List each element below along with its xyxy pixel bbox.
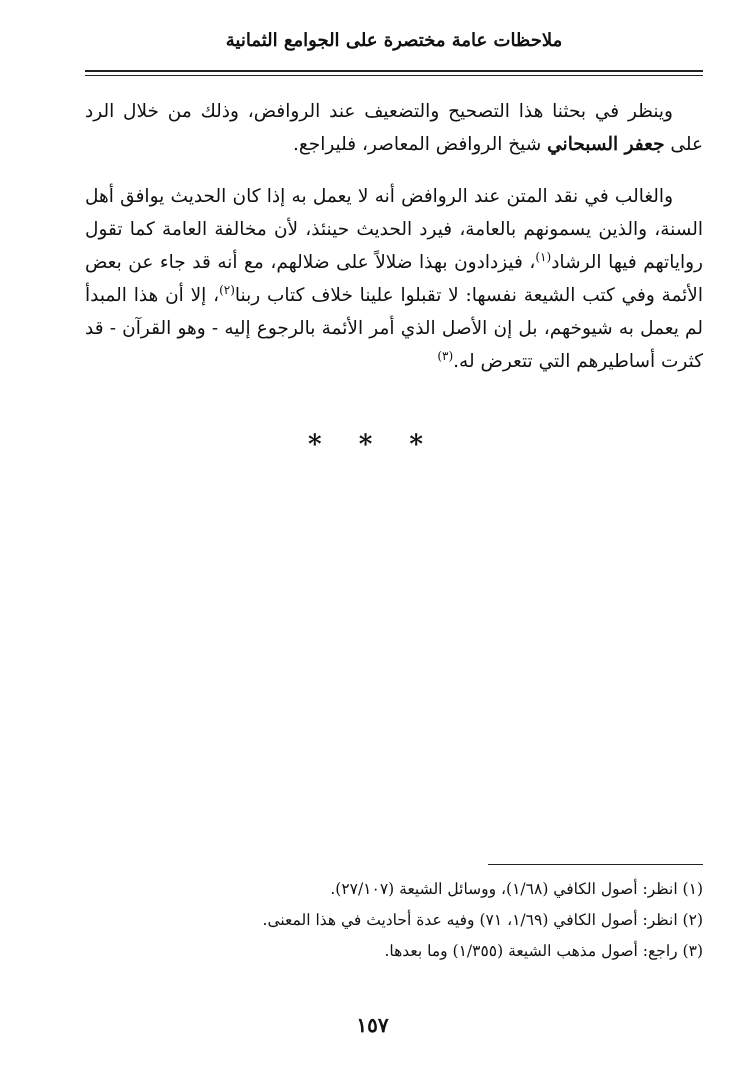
paragraph-2-sentence-3: ، إلا أن هذا المبدأ لم يعمل به شيوخهم، بل إن الأصل الذي أمر الأئمة بالرجوع إليه - وهو القرآن - قد كثرت أساطيرهم التي تتعرض له. bbox=[85, 285, 703, 372]
header-rule bbox=[85, 70, 703, 76]
page-number: ١٥٧ bbox=[356, 1013, 389, 1037]
footnote-1: (١) انظر: أصول الكافي (١/٦٨)، ووسائل الشيعة (٢٧/١٠٧). bbox=[330, 880, 703, 898]
footnote-2: (٢) انظر: أصول الكافي (١/٦٩، ٧١) وفيه عدة أحاديث في هذا المعنى. bbox=[262, 911, 703, 929]
paragraph-1-end: شيخ الروافض المعاصر، فليراجع. bbox=[293, 134, 548, 155]
running-header: ملاحظات عامة مختصرة على الجوامع الثمانية bbox=[225, 30, 563, 51]
paragraph-1 bbox=[85, 95, 703, 161]
footnote-ref-2: (٢) bbox=[219, 282, 235, 297]
footnote-ref-1: (١) bbox=[535, 249, 552, 264]
footnote-ref-3: (٣) bbox=[437, 348, 454, 363]
paragraph-2-sentence-2: ، فيزدادون بهذا ضلالاً على ضلالهم، مع أنه قد جاء عن بعض الأئمة وفي كتب الشيعة نفسها: لا تقبلوا علينا خلاف كتاب ربنا bbox=[85, 252, 703, 306]
bold-name: جعفر السبحاني bbox=[547, 134, 665, 155]
footnotes bbox=[85, 874, 703, 967]
footnote-rule bbox=[488, 864, 703, 865]
paragraph-2 bbox=[85, 180, 703, 378]
section-separator: * * * bbox=[308, 430, 437, 460]
paragraph-2-sentence-1: والغالب في نقد المتن عند الروافض أنه لا يعمل به إذا كان الحديث يوافق أهل السنة، والذين يسمونهم بالعامة، فيرد الحديث حينئذ، لأن مخالفة العامة كما تقول رواياتهم فيها الرشاد bbox=[85, 186, 703, 273]
body-text bbox=[85, 95, 703, 397]
footnote-3: (٣) راجع: أصول مذهب الشيعة (١/٣٥٥) وما بعدها. bbox=[384, 942, 703, 960]
paragraph-1-start: وينظر في بحثنا هذا التصحيح والتضعيف عند الروافض، وذلك من خلال الرد على bbox=[85, 101, 703, 155]
